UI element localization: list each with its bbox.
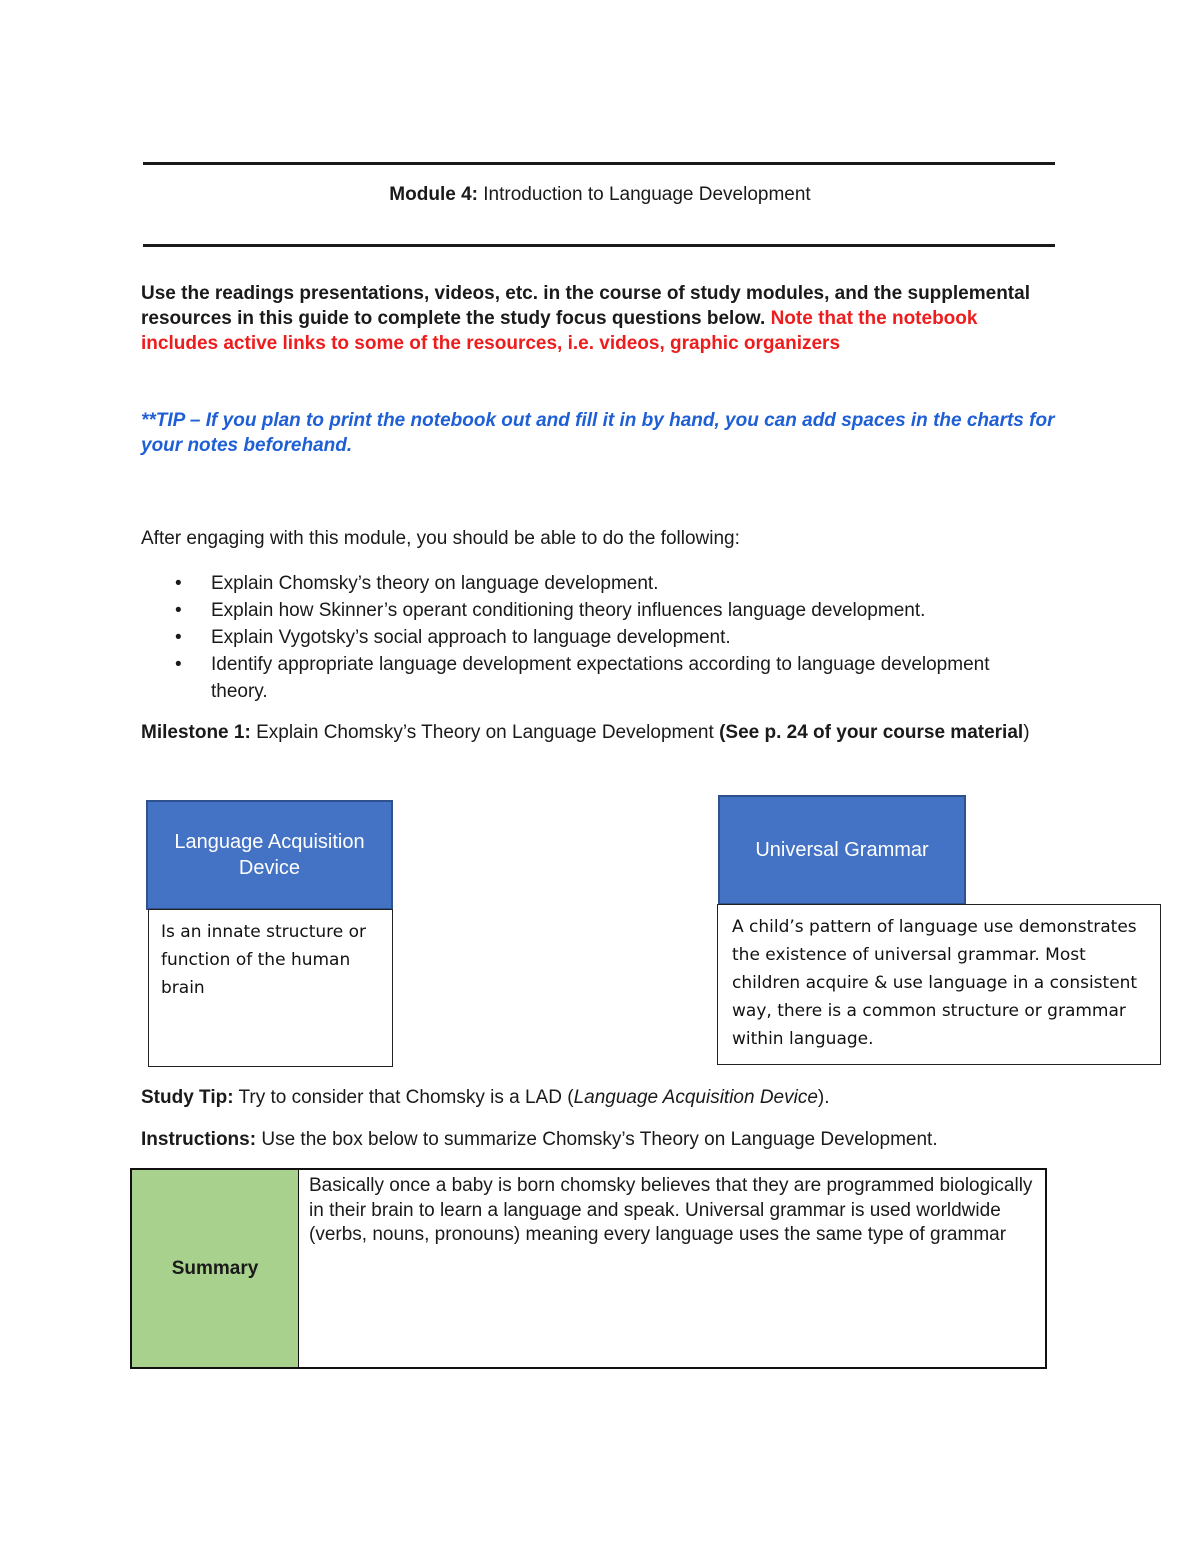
bottom-divider xyxy=(143,244,1055,247)
instructions-label: Instructions: xyxy=(141,1129,257,1150)
summary-table xyxy=(130,1168,1047,1369)
milestone-title: Explain Chomsky’s Theory on Language Development xyxy=(256,722,714,743)
study-tip-label: Study Tip: xyxy=(141,1087,234,1108)
bullet-icon: • xyxy=(175,600,182,621)
print-tip: **TIP – If you plan to print the notebook out and fill it in by hand, you can add spaces in the charts for your notes beforehand. xyxy=(141,410,1055,456)
module-label: Module 4: xyxy=(389,184,478,205)
objective-item xyxy=(141,570,1041,597)
milestone-reference: (See p. 24 of your course material xyxy=(719,722,1024,743)
bullet-icon: • xyxy=(175,627,182,648)
intro-paragraph xyxy=(141,281,1056,356)
ug-heading-box xyxy=(718,795,966,905)
top-divider xyxy=(143,162,1055,165)
summary-label: Summary xyxy=(171,1257,259,1279)
bullet-icon: • xyxy=(175,654,182,675)
lad-heading: Language Acquisition Device xyxy=(174,831,365,879)
summary-answer-cell[interactable] xyxy=(299,1170,1045,1367)
bullet-icon: • xyxy=(175,573,182,594)
objective-text: Explain Vygotsky’s social approach to language development. xyxy=(211,627,731,648)
summary-answer: Basically once a baby is born chomsky believes that they are programmed biologically in their brain to learn a language and speak. Universal grammar is used worldwide (verbs, nouns, pronouns) meaning every language uses the same type of grammar xyxy=(309,1175,1033,1245)
milestone-close: ) xyxy=(1023,722,1030,743)
study-tip-text: Try to consider that Chomsky is a LAD ( xyxy=(238,1087,574,1108)
summary-label-cell xyxy=(132,1170,299,1367)
study-tip xyxy=(141,1087,830,1109)
intro-instructions: Use the readings presentations, videos, etc. in the course of study modules, and the supplemental resources in this guide to complete the study focus questions below. xyxy=(141,283,1030,329)
objectives-list xyxy=(141,570,1041,705)
milestone-label: Milestone 1: xyxy=(141,722,251,743)
module-name: Introduction to Language Development xyxy=(483,184,811,205)
instructions-text: Use the box below to summarize Chomsky’s Theory on Language Development. xyxy=(261,1129,938,1150)
lad-definition-box xyxy=(148,909,393,1067)
study-tip-italic: Language Acquisition Device xyxy=(573,1087,818,1108)
objective-text: Explain how Skinner’s operant conditioning theory influences language development. xyxy=(211,600,926,621)
module-title xyxy=(0,184,1200,206)
ug-definition: A child’s pattern of language use demonstrates the existence of universal grammar. Most children acquire & use language in a consistent way, there is a common structure or grammar within language. xyxy=(732,917,1138,1049)
objective-item xyxy=(141,624,1041,651)
ug-heading: Universal Grammar xyxy=(755,839,929,861)
intro-note: Note that the notebook includes active links to some of the resources, i.e. videos, graphic organizers xyxy=(141,308,978,354)
milestone-heading xyxy=(141,719,1071,746)
ug-definition-box xyxy=(717,904,1161,1065)
objectives-lead: After engaging with this module, you should be able to do the following: xyxy=(141,528,740,549)
objective-item xyxy=(141,651,1041,705)
objective-text: Explain Chomsky’s theory on language development. xyxy=(211,573,659,594)
objective-text: Identify appropriate language development expectations according to language development theory. xyxy=(211,654,990,702)
lad-heading-box xyxy=(146,800,393,910)
objective-item xyxy=(141,597,1041,624)
study-tip-end: ). xyxy=(817,1087,830,1108)
instructions xyxy=(141,1129,938,1151)
lad-definition: Is an innate structure or function of the human brain xyxy=(161,922,367,998)
